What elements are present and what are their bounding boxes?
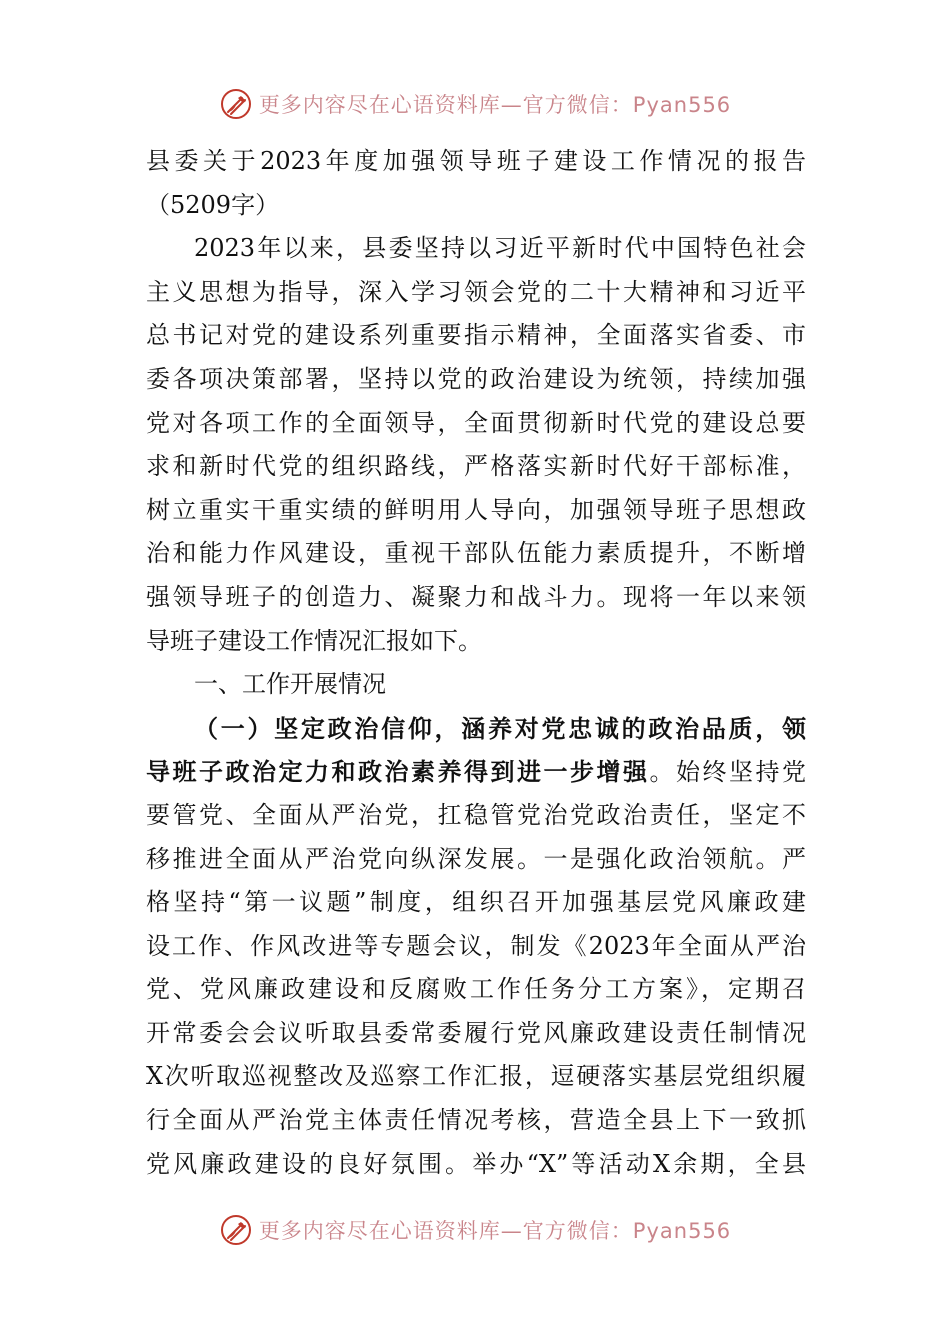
body-line: X次听取巡视整改及巡察工作汇报，逗硬落实基层党组织履	[146, 1062, 806, 1091]
title-line-1: 县委关于2023年度加强领导班子建设工作情况的报告	[146, 147, 806, 175]
body-line: 格坚持“第一议题”制度，组织召开加强基层党风廉政建	[146, 888, 806, 917]
section-heading: 一、工作开展情况	[194, 670, 386, 699]
intro-line: 求和新时代党的组织路线，严格落实新时代好干部标准，	[146, 452, 806, 481]
body-line: 开常委会会议听取县委常委履行党风廉政建设责任制情况	[146, 1018, 806, 1047]
intro-line: 2023年以来，县委坚持以习近平新时代中国特色社会	[194, 234, 806, 263]
subheading-tail: 。始终坚持党	[649, 758, 806, 787]
body-line: 党、党风廉政建设和反腐败工作任务分工方案》，定期召	[146, 975, 806, 1004]
document-body	[146, 140, 806, 1186]
subheading-line-with-tail	[146, 750, 806, 794]
intro-line: 总书记对党的建设系列重要指示精神，全面落实省委、市	[146, 321, 806, 350]
body-line: 行全面从严治党主体责任情况考核，营造全县上下一致抓	[146, 1106, 806, 1135]
intro-line: 树立重实干重实绩的鲜明用人导向，加强领导班子思想政	[146, 495, 806, 524]
pen-nib-logo-icon	[219, 1213, 253, 1247]
intro-line: 委各项决策部署，坚持以党的政治建设为统领，持续加强	[146, 364, 806, 393]
title-line-2: （5209字）	[146, 190, 280, 219]
subheading-line: （一）坚定政治信仰，涵养对党忠诚的政治品质，领	[194, 713, 806, 743]
pen-nib-logo-icon	[219, 87, 253, 121]
intro-line: 主义思想为指导，深入学习领会党的二十大精神和习近平	[146, 277, 806, 306]
watermark-banner-bottom	[0, 1210, 950, 1250]
subheading-bold-part: 导班子政治定力和政治素养得到进一步增强	[146, 757, 650, 787]
body-line: 移推进全面从严治党向纵深发展。一是强化政治领航。严	[146, 844, 806, 873]
body-line: 设工作、作风改进等专题会议，制发《2023年全面从严治	[146, 931, 806, 960]
body-line: 党风廉政建设的良好氛围。举办“X”等活动X余期，全县	[146, 1149, 806, 1178]
watermark-banner-top	[0, 84, 950, 124]
intro-line: 党对各项工作的全面领导，全面贯彻新时代党的建设总要	[146, 408, 806, 437]
intro-line: 强领导班子的创造力、凝聚力和战斗力。现将一年以来领	[146, 582, 806, 611]
intro-line: 治和能力作风建设，重视干部队伍能力素质提升，不断增	[146, 539, 806, 568]
body-line: 要管党、全面从严治党，扛稳管党治党政治责任，坚定不	[146, 800, 806, 829]
watermark-text: 更多内容尽在心语资料库—官方微信：Pyan556	[258, 93, 732, 117]
watermark-text: 更多内容尽在心语资料库—官方微信：Pyan556	[258, 1219, 732, 1243]
intro-line: 导班子建设工作情况汇报如下。	[146, 626, 482, 655]
